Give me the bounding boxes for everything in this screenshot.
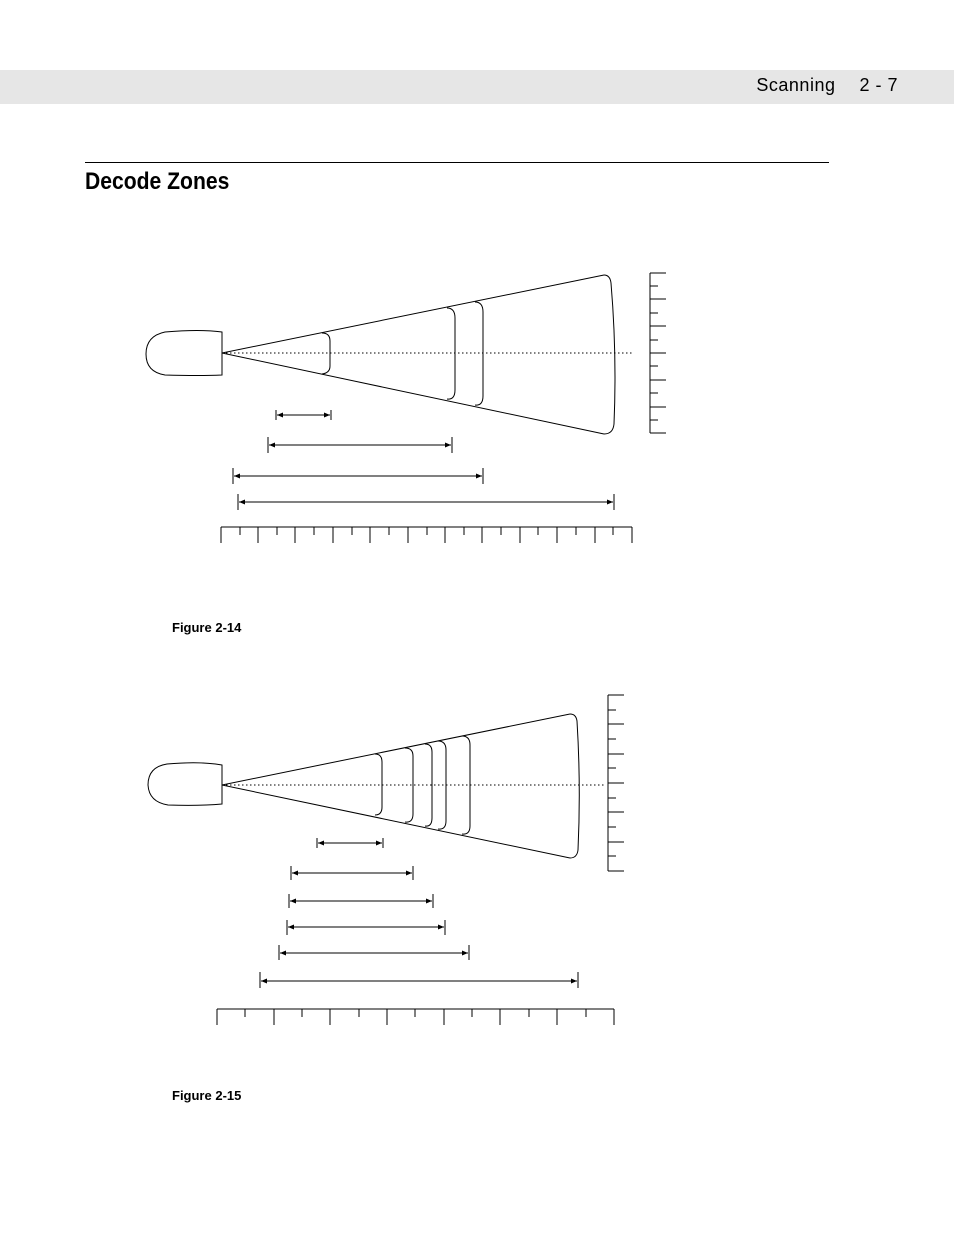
range-line-6 (260, 972, 578, 988)
running-head-section: Scanning (756, 75, 836, 95)
figure-caption: Figure 2-15 (172, 1088, 242, 1103)
range-line-1 (317, 838, 383, 848)
range-line-5 (279, 945, 469, 960)
running-head-page-number: 2 - 7 (859, 75, 898, 95)
scanner-head-icon (148, 763, 222, 806)
page-title: Decode Zones (85, 168, 230, 195)
beam-lower-edge (222, 785, 570, 858)
range-line-3 (289, 894, 433, 908)
figure-caption: Figure 2-14 (172, 620, 242, 635)
horizontal-scale-ticks (217, 1009, 614, 1025)
beam-upper-edge (222, 714, 570, 785)
zone-end-cap (570, 714, 579, 858)
range-line-4 (287, 920, 445, 935)
range-line-2 (291, 866, 413, 880)
